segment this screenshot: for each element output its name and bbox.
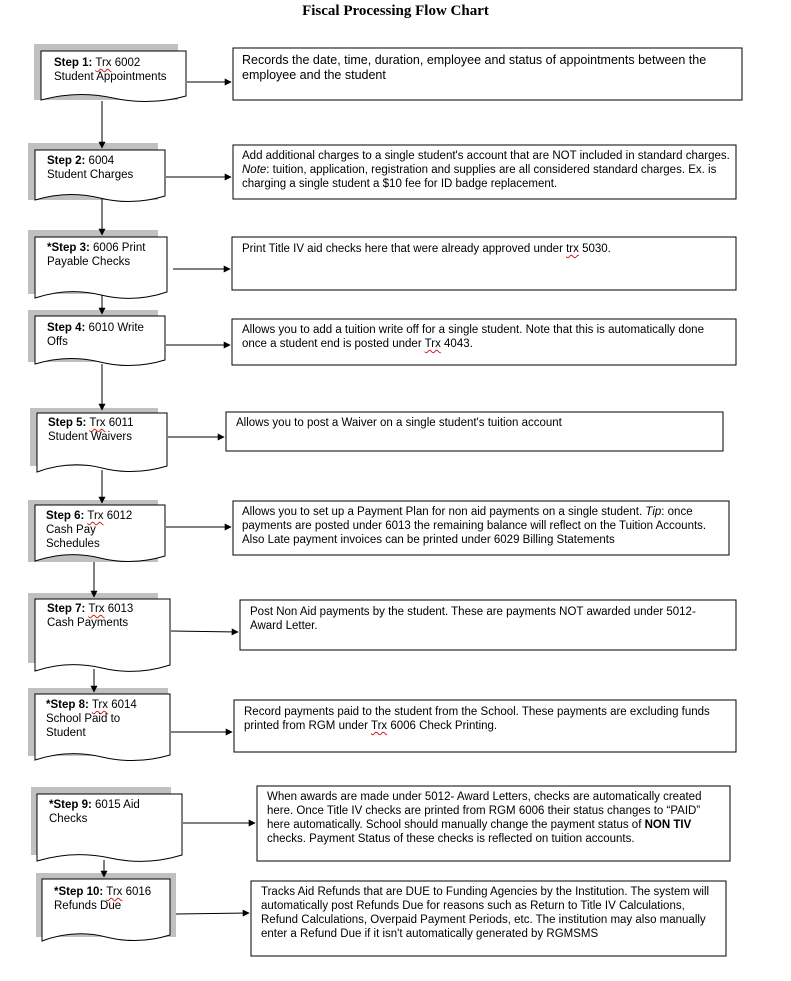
step-9-description: When awards are made under 5012- Award Letters, checks are automatically created here. Once Title IV checks are printed from RGM 6006 their status changes to “PAID” here automatically. School should manually change the payment status of NON TIV checks. Payment Status of these checks is reflected on tuition accounts. [267, 791, 702, 845]
step-5-label: Step 5: Trx 6011 Student Waivers [48, 417, 134, 443]
step-10-label: *Step 10: Trx 6016 Refunds Due [54, 886, 152, 912]
step-8-label: *Step 8: Trx 6014 School Paid to Student [46, 699, 137, 739]
step-2-label: Step 2: 6004 Student Charges [47, 155, 134, 181]
step-1-label: Step 1: Trx 6002 Student Appointments [54, 57, 167, 83]
step-3-description: Print Title IV aid checks here that were already approved under trx 5030. [242, 243, 611, 255]
step-9-label: *Step 9: 6015 Aid Checks [49, 799, 140, 825]
arrow-7-to-desc [171, 631, 238, 632]
step-3-label: *Step 3: 6006 Print Payable Checks [47, 242, 146, 268]
step-7-label: Step 7: Trx 6013 Cash Payments [47, 603, 134, 629]
arrow-10-to-desc [176, 913, 249, 914]
step-5-description: Allows you to post a Waiver on a single student's tuition account [236, 417, 562, 429]
step-6-description: Allows you to set up a Payment Plan for non aid payments on a single student. Tip: once payments are posted under 6013 the remaining balance will reflect on the Tuition Accounts. Also Late payment invoices can be printed under 6029 Billing Statements [242, 506, 707, 546]
step-7-description: Post Non Aid payments by the student. These are payments NOT awarded under 5012-Award Letter. [250, 606, 696, 632]
step-4-description: Allows you to add a tuition write off for a single student. Note that this is automatically done once a student end is posted under Trx 4043. [242, 324, 704, 350]
step-1-description: Records the date, time, duration, employee and status of appointments between the employee and the student [242, 53, 707, 82]
chart-title: Fiscal Processing Flow Chart [302, 3, 489, 19]
step-8-description: Record payments paid to the student from the School. These payments are excluding funds printed from RGM under Trx 6006 Check Printing. [244, 706, 710, 732]
step-6-label: Step 6: Trx 6012 Cash Pay Schedules [46, 510, 133, 550]
step-2-description: Add additional charges to a single student's account that are NOT included in standard charges. Note: tuition, application, registration and supplies are all considered standard charges. Ex. is charging a single student a $10 fee for ID badge replacement. [242, 150, 730, 190]
step-10-description: Tracks Aid Refunds that are DUE to Funding Agencies by the Institution. The system will automatically post Refunds Due for reasons such as Return to Title IV Calculations, Refund Calculations, Overpaid Payment Periods, etc. The institution may also manually enter a Refund Due if it isn't automatically generated by RGMSMS [261, 886, 710, 940]
step-4-label: Step 4: 6010 Write Offs [47, 322, 144, 348]
